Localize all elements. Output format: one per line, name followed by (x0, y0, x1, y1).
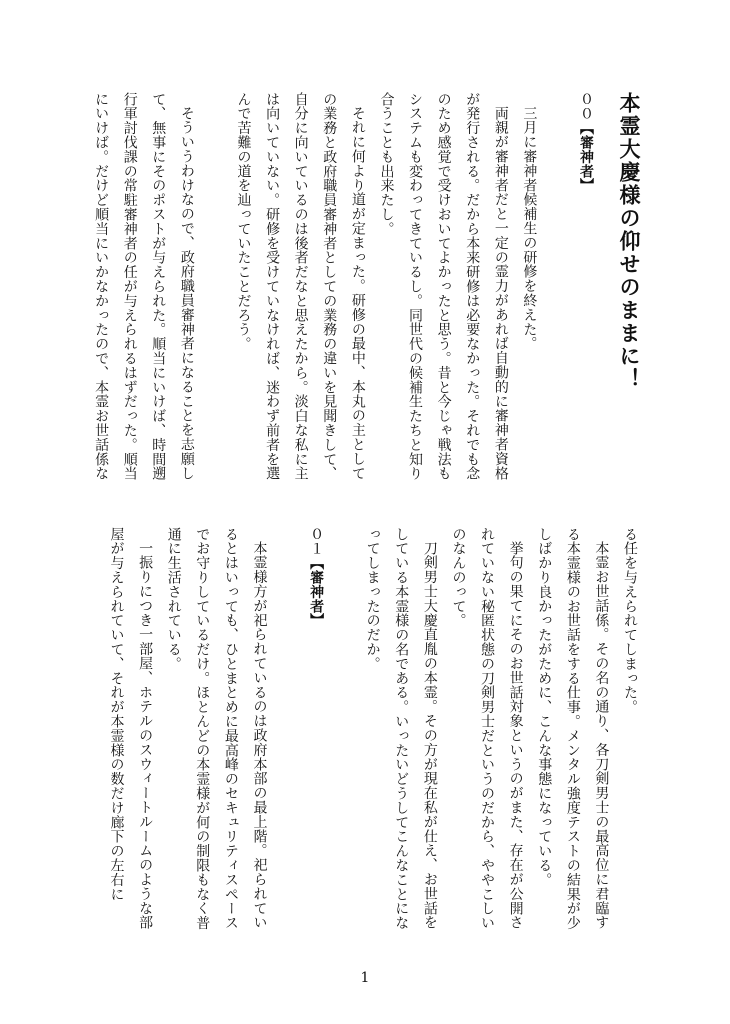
paragraph: 本霊様方が祀られているのは政府本部の最上階。祀られているとはいっても、ひとまとめに最高峰のセキュリティスペースでお守りしているだけ。ほとんどの本霊様が何の制限もなく普通に生活されている。 (165, 527, 268, 931)
paragraph: それに何より道が定まった。研修の最中、本丸の主としての業務と政府職員審神者としての業務の違いを見聞きして、自分に向いているのは後者だなと思えたから。淡白な私に主は向いていない。研修を受けていなければ、迷わず前者を選んで苦難の道を辿っていたことだろう。 (235, 92, 366, 481)
page-number: 1 (360, 970, 370, 986)
paragraph: 両親が審神者だと一定の霊力があれば自動的に審神者資格が発行される。だから本来研修は必要なかった。それでも念のため感覚で受けおいてよかったと思う。昔と今じゃ戦法もシステムも変わってきているし。同世代の候補生たちと知り合うことも出来たし。 (378, 92, 509, 481)
paragraph: 三月に審神者候補生の研修を終えた。 (521, 106, 538, 351)
paragraph: そういうわけなので、政府職員審神者になることを志願して、無事にそのポストが与えられた。順当にいけば、時間遡行軍討伐課の常駐審神者の任が与えられるはずだった。順当にいけば。だけど順当にいかなかったので、本霊お世話係な (93, 92, 195, 481)
section-number: ０１ (308, 527, 325, 556)
document-title: 本霊大慶様の仰せのままに！ (617, 92, 642, 391)
paragraph: 挙句の果てにそのお世話対象というのがまた、存在が公開されていない秘匿状態の刀剣男士だというのだから、ややこしいのなんのって。 (450, 527, 524, 931)
paragraph: 刀剣男士大慶直胤の本霊。その方が現在私が仕え、お世話をしている本霊様の名である。いったいどうしてこんなことになってしまったのだか。 (364, 527, 438, 931)
section-heading-01 (301, 527, 330, 937)
paragraph: る任を与えられてしまった。 (622, 527, 638, 715)
section-number: ００ (578, 92, 594, 121)
paragraph: 一振りにつき一部屋、ホテルのスウィートルームのような部屋が与えられていて、それが本霊様の数だけ廊下の左右に (108, 527, 154, 930)
lower-text-block (102, 527, 644, 937)
section-tag: 【審神者】 (308, 555, 325, 628)
section-tag: 【審神者】 (578, 120, 594, 193)
paragraph: 本霊お世話係。その名の通り、各刀剣男士の最高位に君臨する本霊様のお世話をする仕事。メンタル強度テストの結果が少しばかり良かったがために、こんな事態になっている。 (536, 527, 610, 931)
section-heading-00 (571, 92, 600, 492)
upper-text-block (59, 92, 645, 492)
